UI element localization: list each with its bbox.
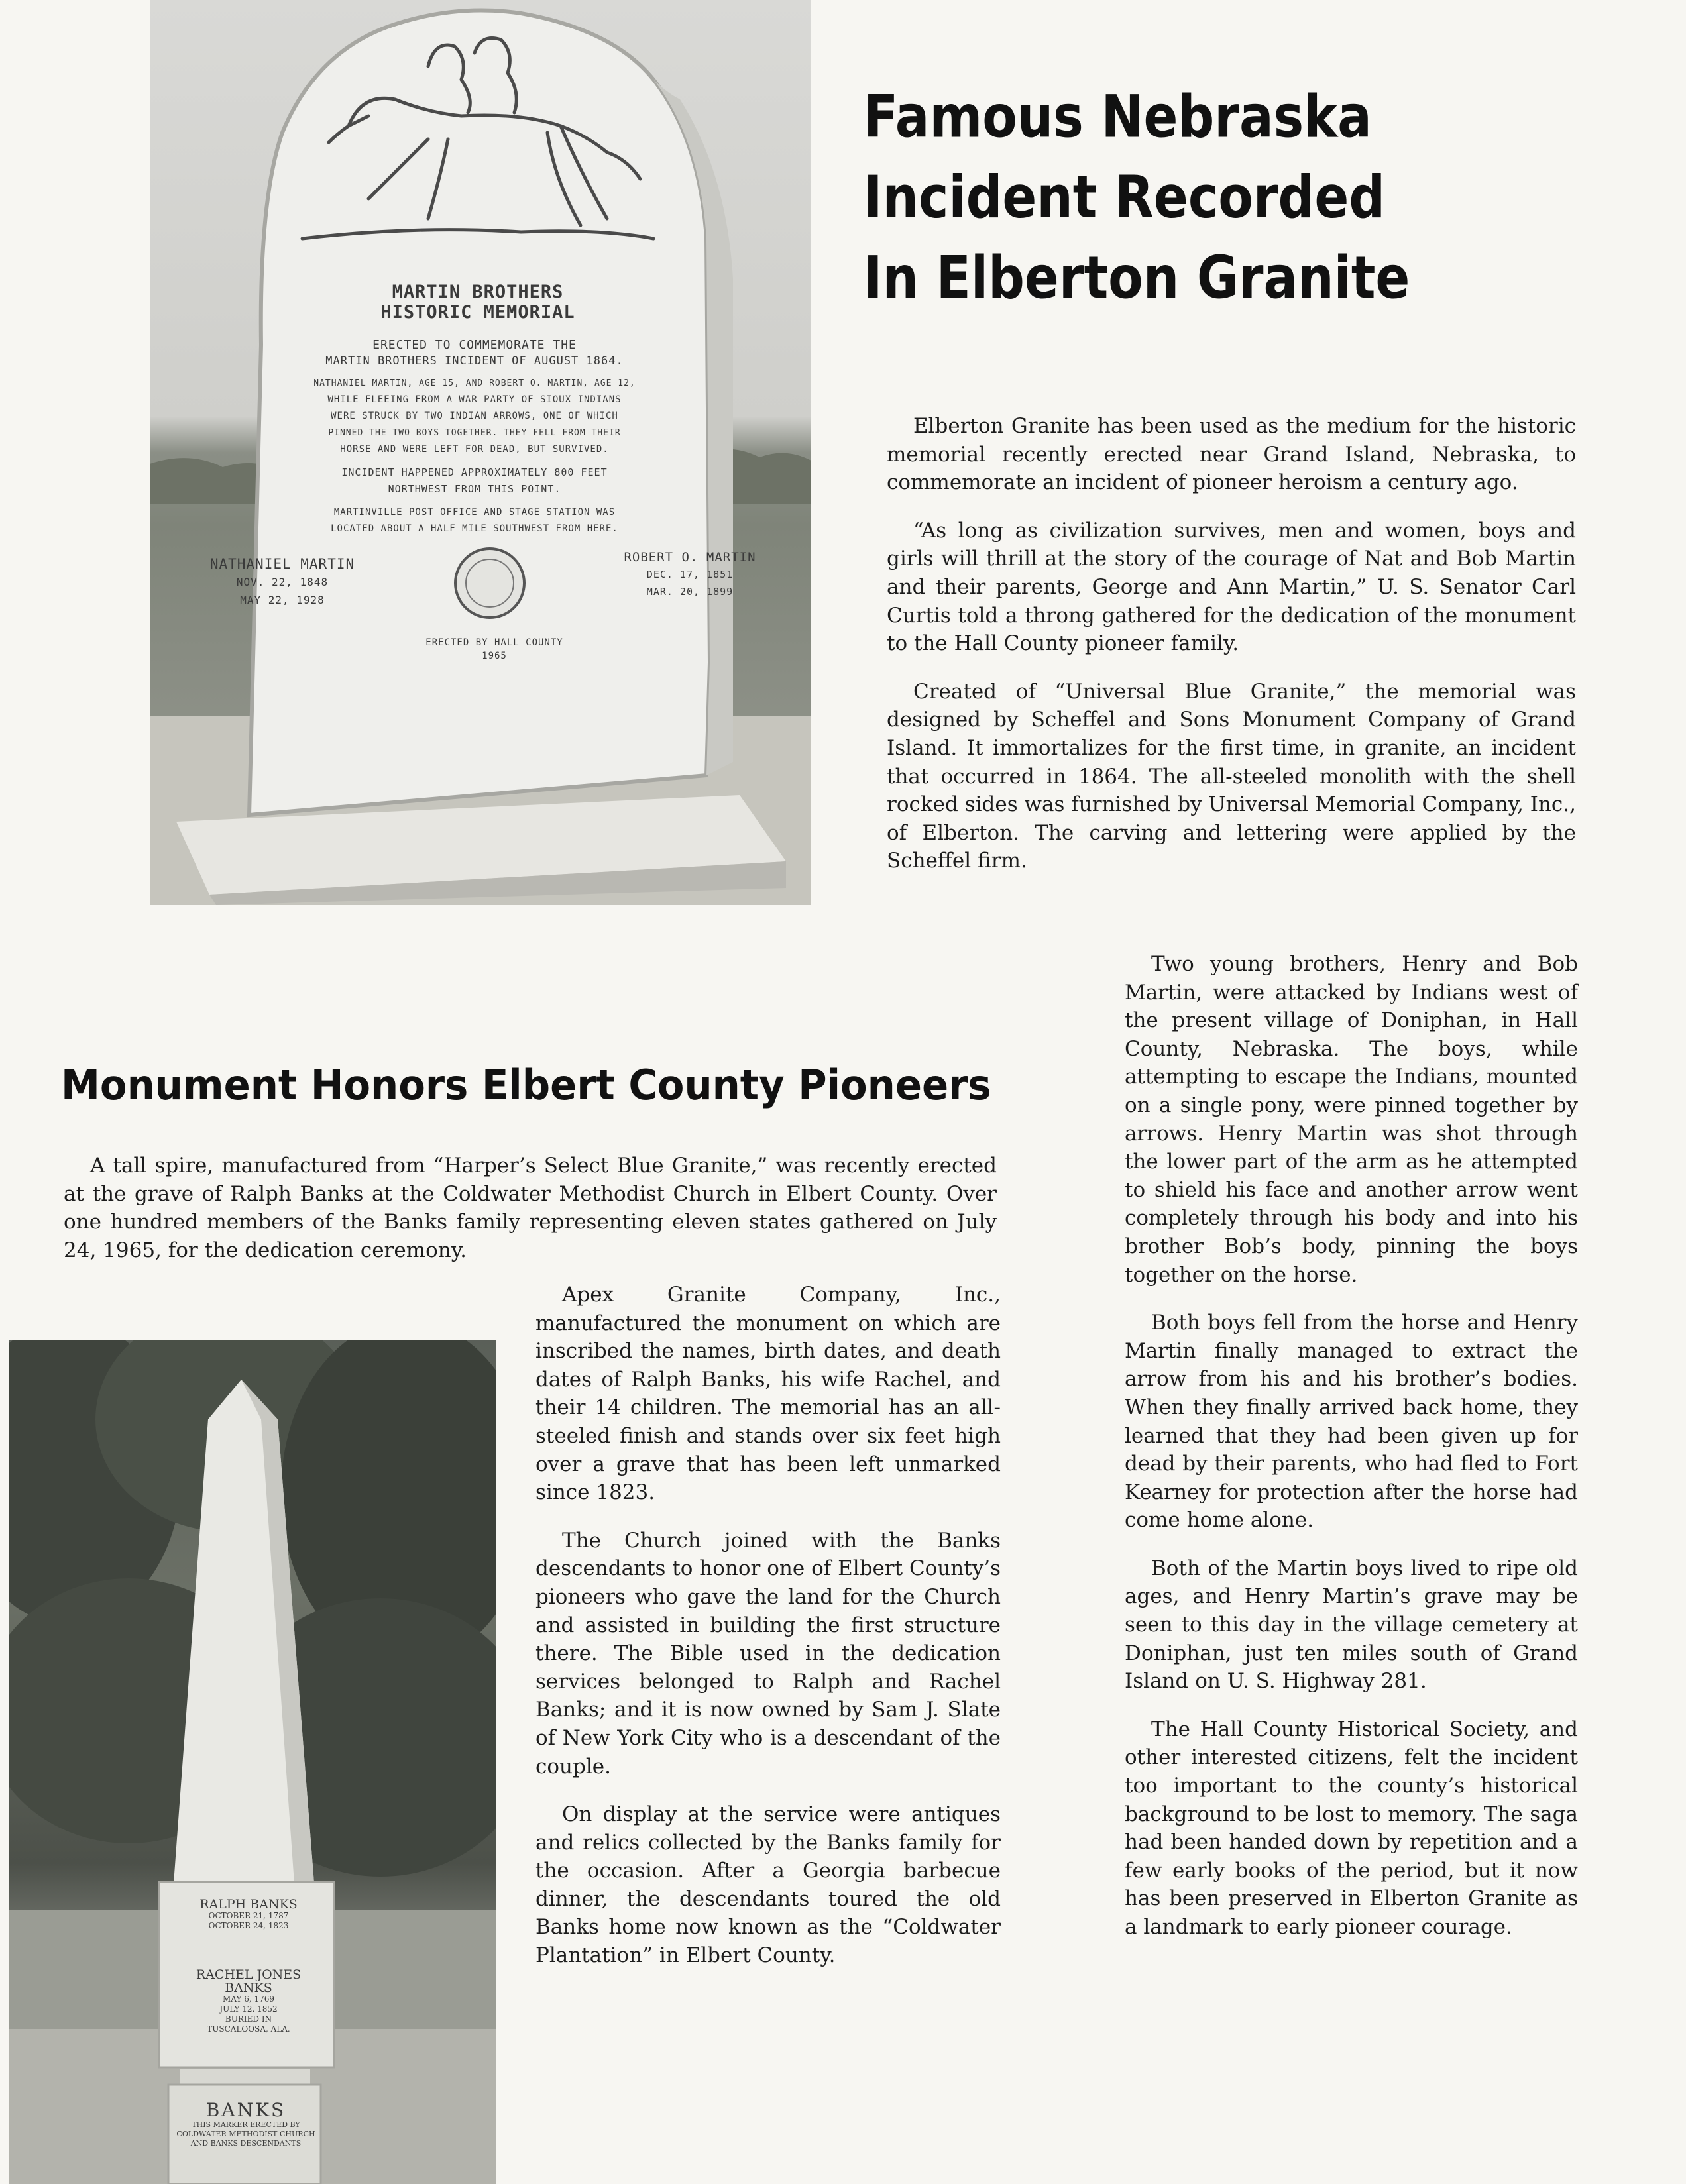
inscription-line: HORSE AND WERE LEFT FOR DEAD, BUT SURVIVED. [340,444,609,455]
inscription-line: WHILE FLEEING FROM A WAR PARTY OF SIOUX INDIANS [327,394,622,405]
inscription-line: ERECTED BY HALL COUNTY [425,637,563,648]
inscription-line: MARTIN BROTHERS INCIDENT OF AUGUST 1864. [325,355,624,368]
article-paragraph: “As long as civilization survives, men and women, boys and girls will thrill at the story of the courage of Nat and Bob Martin and their parents, George and Ann Martin,” U. S. Senator Carl Curtis told a throng gathered for the dedication of the monument to the Hall County pioneer family. [887,518,1576,656]
inscription-date: DEC. 17, 1851 [646,569,734,580]
obelisk-photo [9,1340,496,2184]
article1-headline [864,77,1410,319]
inscription-line: AND BANKS DESCENDANTS [190,2139,302,2148]
inscription-name: NATHANIEL MARTIN [209,556,355,572]
inscription-name: BANKS [225,1981,272,1995]
inscription-line: HISTORIC MEMORIAL [380,302,575,323]
inscription-line: PINNED THE TWO BOYS TOGETHER. THEY FELL FROM THEIR [328,428,621,438]
headline-line: In Elberton Granite [864,244,1410,313]
memorial-inscription-title [150,282,811,323]
article-paragraph: The Hall County Historical Society, and other interested citizens, felt the incident too important to the county’s historical background to be lost to memory. The saga had been handed down by repetition and a few early books of the period, but it now has been preserved in Elberton Granite as a landmark to early pioneer courage. [1125,1717,1578,1939]
memorial-right-name [359,549,811,600]
inscription-name: RALPH BANKS [199,1897,298,1912]
inscription-date: TUSCALOOSA, ALA. [207,2024,290,2034]
inscription-date: MAY 22, 1928 [240,594,325,606]
inscription-name: RACHEL JONES [196,1967,302,1982]
obelisk-inscription-banks [166,1898,331,1931]
article-paragraph: Created of “Universal Blue Granite,” the memorial was designed by Scheffel and Sons Monument Company of Grand Island. It immortalizes for the first time, in granite, an incident that occurred in 1864. The all-steeled monolith with the shell rocked sides was furnished by Universal Memorial Company, Inc., of Elberton. The carving and lettering were applied by the Scheffel firm. [887,679,1576,873]
inscription-line: LOCATED ABOUT A HALF MILE SOUTHWEST FROM HERE. [331,523,618,534]
article-paragraph: Two young brothers, Henry and Bob Martin, were attacked by Indians west of the present village of Doniphan, in Hall County, Nebraska. The boys, while attempting to escape the Indians, mounted on a single pony, were pinned together by arrows. Henry Martin was shot through the lower part of the arm as he attempted to shield his face and another arrow went completely through his body and into his brother Bob’s body, pinning the boys together on the horse. [1125,952,1578,1287]
article2-column [535,1281,1001,1970]
inscription-date: BURIED IN [225,2014,272,2024]
article-paragraph: Apex Granite Company, Inc., manufactured the monument on which are inscribed the names, birth dates, and death dates of Ralph Banks, his wife Rachel, and their 14 children. The memorial has an all-steeled finish and stands over six feet high over a grave that has been left unmarked since 1823. [535,1283,1001,1505]
article-paragraph: Both of the Martin boys lived to ripe old ages, and Henry Martin’s grave may be seen to this day in the village cemetery at Doniphan, just ten miles south of Grand Island on U. S. Highway 281. [1125,1556,1578,1694]
headline-line: Incident Recorded [864,163,1386,232]
article1-column-top [887,412,1576,875]
article-paragraph: Both boys fell from the horse and Henry Martin finally managed to extract the arrow from his and his brother’s bodies. When they finally arrived back home, they learned that they had been given up for dead by their parents, who had fled to Fort Kearney for protection after the horse had come home alone. [1125,1311,1578,1533]
inscription-date: NOV. 22, 1848 [236,576,329,588]
inscription-name: BANKS [205,2099,286,2121]
inscription-line: NORTHWEST FROM THIS POINT. [388,483,561,495]
inscription-line: MARTIN BROTHERS [392,282,564,302]
memorial-inscription-body [150,337,806,537]
inscription-line: NATHANIEL MARTIN, AGE 15, AND ROBERT O. MARTIN, AGE 12, [313,378,636,388]
obelisk-inscription-base [163,2101,329,2148]
inscription-line: INCIDENT HAPPENED APPROXIMATELY 800 FEET [341,466,608,478]
inscription-line: WERE STRUCK BY TWO INDIAN ARROWS, ONE OF WHICH [331,411,618,421]
article-paragraph: Elberton Granite has been used as the medium for the historic memorial recently erected near Grand Island, Nebraska, to commemorate an incident of pioneer heroism a century ago. [887,414,1576,495]
headline-line: Famous Nebraska [864,83,1372,152]
inscription-date: OCTOBER 21, 1787 [208,1911,289,1920]
memorial-erected-by [163,636,811,663]
inscription-name: ROBERT O. MARTIN [624,550,756,565]
article2-headline: Monument Honors Elbert County Pioneers [61,1061,991,1109]
inscription-line: ERECTED TO COMMEMORATE THE [372,338,577,352]
inscription-line: THIS MARKER ERECTED BY [192,2120,300,2129]
inscription-line: COLDWATER METHODIST CHURCH [176,2130,315,2138]
inscription-line: 1965 [482,651,507,661]
inscription-date: MAR. 20, 1899 [646,586,734,598]
obelisk-photo-graphic [9,1340,496,2184]
inscription-line: MARTINVILLE POST OFFICE AND STAGE STATION WAS [333,507,616,518]
article-paragraph: A tall spire, manufactured from “Harper’s Select Blue Granite,” was recently erected at the grave of Ralph Banks at the Coldwater Methodist Church in Elbert County. Over one hundred members of the Banks family representing eleven states gathered on July 24, 1965, for the dedication ceremony. [64,1154,997,1262]
article1-column-right [1125,950,1578,1941]
inscription-date: MAY 6, 1769 [222,1994,274,2004]
inscription-date: OCTOBER 24, 1823 [208,1921,289,1930]
article-paragraph: On display at the service were antiques and relics collected by the Banks family for the occasion. After a Georgia barbecue dinner, the descendants toured the old Banks home now known as the “Coldwater Plantation” in Elbert County. [535,1802,1001,1968]
obelisk-inscription-rachel [166,1968,331,2034]
article-paragraph: The Church joined with the Banks descendants to honor one of Elbert County’s pioneers who gave the land for the Church and assisted in building the first structure there. The Bible used in the dedication services belonged to Ralph and Rachel Banks; and it is now owned by Sam J. Slate of New York City who is a descendant of the couple. [535,1528,1001,1778]
inscription-date: JULY 12, 1852 [219,2004,278,2014]
article2-intro [64,1152,997,1264]
memorial-photo [150,0,811,905]
